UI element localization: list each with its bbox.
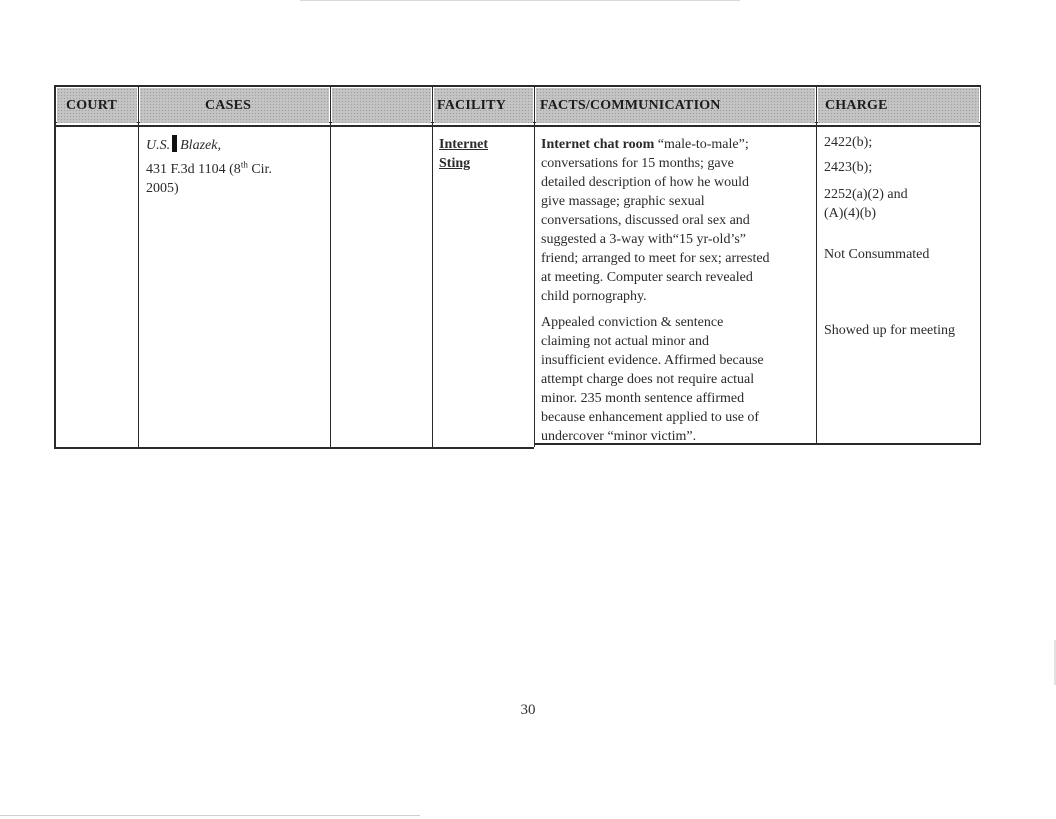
- case-name: Blazek,: [180, 138, 221, 153]
- table-bottom-border-left: [54, 447, 534, 449]
- col-divider-charge: [816, 85, 817, 445]
- charge-cell: [824, 133, 979, 340]
- case-prefix: U.S.: [146, 138, 171, 153]
- facts-lead: Internet chat room: [541, 137, 655, 152]
- col-divider-facts: [534, 85, 535, 447]
- facts-line: undercover “minor victim”.: [541, 429, 697, 444]
- facts-line: Appealed conviction & sentence: [541, 315, 724, 330]
- charge-statute-3a: 2252(a)(2) and: [824, 187, 908, 202]
- facts-line: [541, 135, 813, 154]
- facts-line: because enhancement applied to use of: [541, 410, 760, 425]
- facts-line: insufficient evidence. Affirmed because: [541, 353, 764, 368]
- citation-text: 431 F.3d 1104 (8: [146, 162, 241, 177]
- header-blank: [332, 88, 431, 123]
- facts-line: at meeting. Computer search revealed: [541, 270, 753, 285]
- facts-line: give massage; graphic sexual: [541, 194, 705, 209]
- facts-line: conversations, discussed oral sex and: [541, 213, 750, 228]
- case-name-line: [146, 135, 326, 155]
- facts-line: friend; arranged to meet for sex; arrested: [541, 251, 770, 266]
- col-divider-cases: [330, 85, 331, 449]
- header-cases-label: CASES: [205, 97, 252, 113]
- col-divider-court: [138, 85, 139, 449]
- header-court: [57, 88, 137, 123]
- charge-statute-2: 2423(b);: [824, 160, 873, 175]
- charge-statute-1: 2422(b);: [824, 135, 873, 150]
- citation-year: 2005): [146, 181, 179, 196]
- facts-line-text: “male-to-male”;: [654, 137, 749, 152]
- facts-line: claiming not actual minor and: [541, 334, 709, 349]
- facts-line: child pornography.: [541, 289, 647, 304]
- citation-court: Cir.: [247, 162, 272, 177]
- header-facility-label: FACILITY: [437, 97, 507, 113]
- table-top-border: [54, 85, 981, 87]
- header-bottom-rule-2: [54, 125, 981, 127]
- header-charge-label: CHARGE: [825, 97, 888, 113]
- header-facility: [434, 88, 533, 123]
- facts-paragraph-2: [541, 313, 813, 446]
- facts-cell: [541, 135, 813, 446]
- facility-line2: Sting: [439, 156, 471, 171]
- header-charge: [818, 88, 979, 123]
- header-court-label: COURT: [66, 97, 118, 113]
- case-citation: [146, 160, 326, 179]
- facility-cell: [439, 135, 529, 173]
- page-number: 30: [520, 702, 536, 718]
- facts-paragraph-1: [541, 135, 813, 306]
- col-divider-facility: [432, 85, 433, 449]
- facts-line: attempt charge does not require actual: [541, 372, 755, 387]
- header-facts: [536, 88, 815, 123]
- facts-line: detailed description of how he would: [541, 175, 750, 190]
- charge-statute-3b: (A)(4)(b): [824, 206, 877, 221]
- facts-line: conversations for 15 months; gave: [541, 156, 734, 171]
- table-right-border: [980, 85, 981, 445]
- scan-artifact-top: [300, 0, 740, 1]
- redaction-mark: [172, 135, 177, 152]
- header-facts-label: FACTS/COMMUNICATION: [540, 97, 721, 113]
- facility-line1: Internet: [439, 137, 488, 152]
- charge-note: Showed up for meeting: [824, 323, 956, 338]
- facts-line: minor. 235 month sentence affirmed: [541, 391, 745, 406]
- header-cases: [140, 88, 329, 123]
- table-left-border: [54, 85, 56, 449]
- scan-artifact-bottom: [0, 815, 420, 816]
- case-table: [54, 85, 981, 448]
- charge-status: Not Consummated: [824, 247, 930, 262]
- case-cell: [146, 135, 326, 198]
- facts-line: suggested a 3-way with“15 yr-old’s”: [541, 232, 747, 247]
- citation-superscript: th: [240, 159, 248, 170]
